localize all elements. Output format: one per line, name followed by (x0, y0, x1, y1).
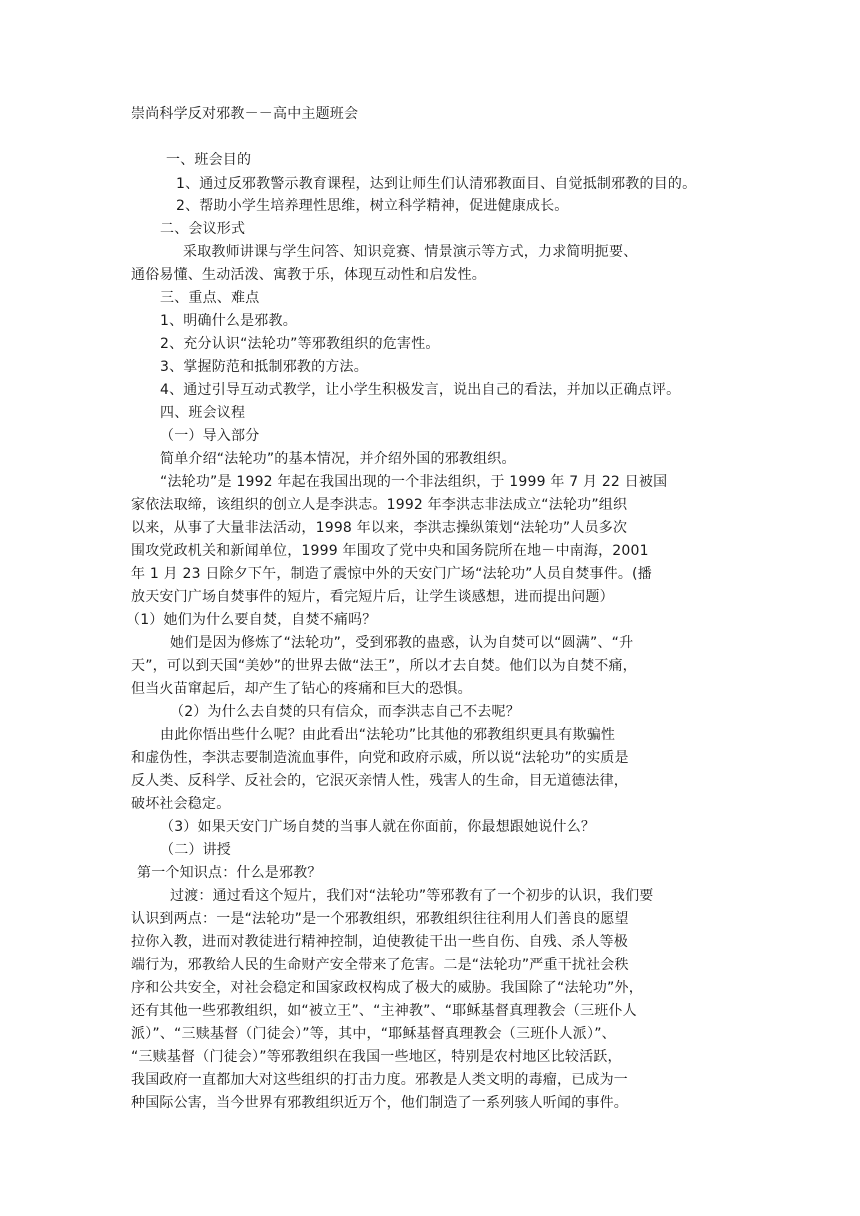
paragraph-line: 家依法取缔，该组织的创立人是李洪志。1992 年李洪志非法成立“法轮功”组织 (131, 497, 628, 513)
paragraph-line: 破坏社会稳定。 (131, 796, 231, 812)
paragraph-line: 反人类、反科学、反社会的，它泯灭亲情人性，残害人的生命，目无道德法律， (131, 773, 628, 789)
subheading-intro: （一）导入部分 (160, 428, 260, 444)
paragraph-line: 天”，可以到天国“美妙”的世界去做“法王”，所以才去自焚。他们以为自焚不痛， (131, 658, 637, 674)
paragraph-line: 年 1 月 23 日除夕下午，制造了震惊中外的天安门广场“法轮功”人员自焚事件。(播 (131, 566, 652, 582)
question-1: （1）她们为什么要自焚，自焚不痛吗？ (126, 612, 377, 628)
paragraph-line: 派）”、“三赎基督（门徒会）”等，其中，“耶稣基督真理教会（三班仆人派）”、 (131, 1026, 616, 1042)
paragraph-line: 但当火苗窜起后，却产生了钻心的疼痛和巨大的恐惧。 (131, 681, 472, 697)
question-2: （2）为什么去自焚的只有信众，而李洪志自己不去呢？ (170, 704, 520, 720)
paragraph-line: 序和公共安全，对社会稳定和国家政权构成了极大的威胁。我国除了“法轮功”外， (131, 980, 643, 996)
paragraph-line: 放天安门广场自焚事件的短片，看完短片后，让学生谈感想，进而提出问题） (131, 589, 614, 605)
heading-key-points: 三、重点、难点 (160, 290, 260, 306)
paragraph-line: 和虚伪性，李洪志要制造流血事件，向党和政府示威，所以说“法轮功”的实质是 (131, 750, 629, 766)
paragraph-line: 过渡：通过看这个短片，我们对“法轮功”等邪教有了一个初步的认识，我们要 (170, 888, 654, 904)
heading-agenda: 四、班会议程 (160, 405, 246, 421)
paragraph-line: 简单介绍“法轮功”的基本情况，并介绍外国的邪教组织。 (160, 451, 516, 467)
list-item: 1、明确什么是邪教。 (160, 313, 297, 329)
paragraph-line: 种国际公害，当今世界有邪教组织近万个，他们制造了一系列骇人听闻的事件。 (131, 1095, 628, 1111)
paragraph-line: “法轮功”是 1992 年起在我国出现的一个非法组织，于 1999 年 7 月 22 日被国 (160, 474, 668, 490)
paragraph-line: 通俗易懂、生动活泼、寓教于乐，体现互动性和启发性。 (131, 267, 486, 283)
subheading-lecture: （二）讲授 (160, 842, 231, 858)
paragraph-line: 端行为，邪教给人民的生命财产安全带来了危害。二是“法轮功”严重干扰社会秩 (131, 957, 629, 973)
paragraph-line: 我国政府一直都加大对这些组织的打击力度。邪教是人类文明的毒瘤，已成为一 (131, 1072, 628, 1088)
paragraph-line: 围攻党政机关和新闻单位，1999 年围攻了党中央和国务院所在地－中南海，2001 (131, 543, 649, 559)
paragraph-line: 1、通过反邪教警示教育课程，达到让师生们认清邪教面目、自觉抵制邪教的目的。 (176, 176, 697, 192)
paragraph-line: 认识到两点：一是“法轮功”是一个邪教组织，邪教组织往往利用人们善良的愿望 (131, 911, 629, 927)
knowledge-point-1: 第一个知识点：什么是邪教？ (137, 865, 322, 881)
paragraph-line: 2、帮助小学生培养理性思维，树立科学精神，促进健康成长。 (176, 198, 569, 214)
paragraph-line: “三赎基督（门徒会）”等邪教组织在我国一些地区，特别是农村地区比较活跃， (131, 1049, 622, 1065)
paragraph-line: 拉你入教，进而对教徒进行精神控制，迫使教徒干出一些自伤、自残、杀人等极 (131, 934, 628, 950)
paragraph-line: 由此你悟出些什么呢？由此看出“法轮功”比其他的邪教组织更具有欺骗性 (160, 727, 616, 743)
paragraph-line: 以来，从事了大量非法活动，1998 年以来，李洪志操纵策划“法轮功”人员多次 (131, 520, 628, 536)
document-title: 崇尚科学反对邪教－－高中主题班会 (131, 106, 359, 122)
list-item: 3、掌握防范和抵制邪教的方法。 (160, 359, 368, 375)
heading-format: 二、会议形式 (160, 221, 246, 237)
list-item: 4、通过引导互动式教学，让小学生积极发言，说出自己的看法，并加以正确点评。 (160, 382, 681, 398)
paragraph-line: 还有其他一些邪教组织，如“被立王”、“主神教”、“耶稣基督真理教会（三班仆人 (131, 1003, 637, 1019)
paragraph-line: 她们是因为修炼了“法轮功”，受到邪教的蛊惑，认为自焚可以“圆满”、“升 (170, 635, 634, 651)
paragraph-line: 采取教师讲课与学生问答、知识竞赛、情景演示等方式，力求简明扼要、 (183, 244, 638, 260)
heading-purpose: 一、班会目的 (166, 152, 252, 168)
question-3: （3）如果天安门广场自焚的当事人就在你面前，你最想跟她说什么？ (160, 819, 596, 835)
list-item: 2、充分认识“法轮功”等邪教组织的危害性。 (160, 336, 440, 352)
